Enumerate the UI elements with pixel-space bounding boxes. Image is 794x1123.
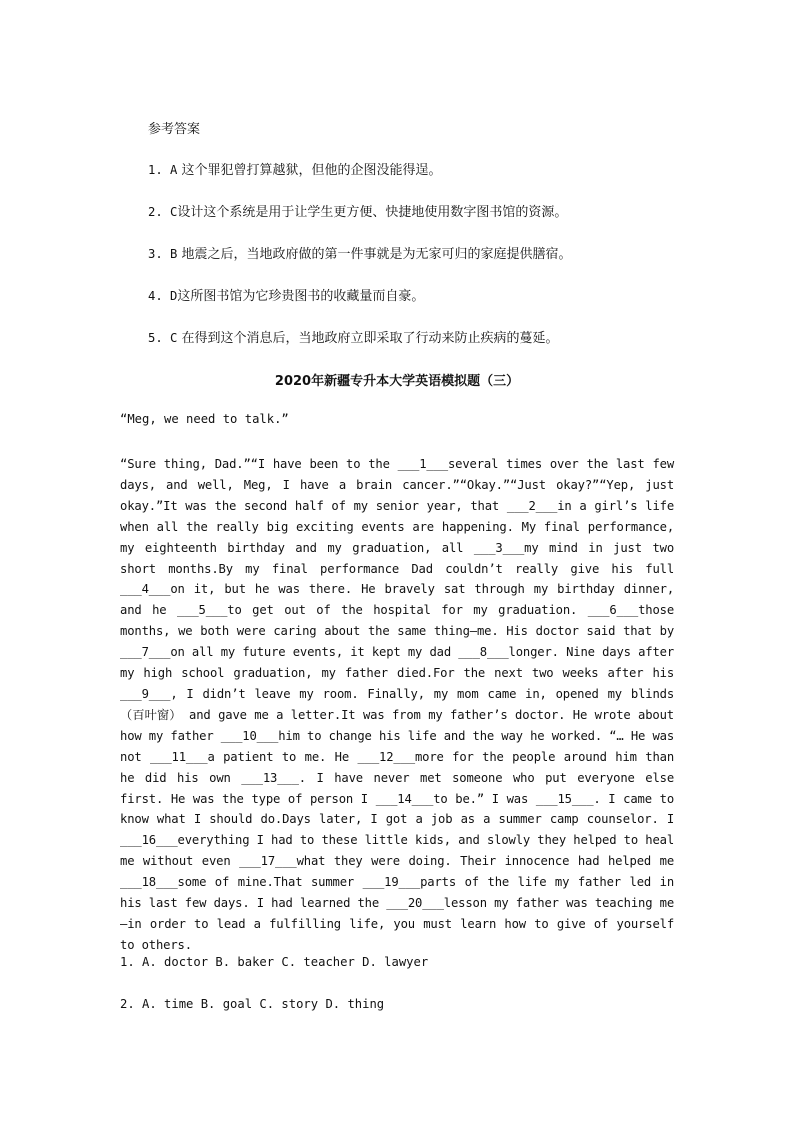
answer-number: 2. C <box>148 205 178 219</box>
answer-translation: 这所图书馆为它珍贵图书的收藏量而自豪。 <box>177 289 425 304</box>
answer-translation: 地震之后，当地政府做的第一件事就是为无家可归的家庭提供膳宿。 <box>177 247 572 262</box>
question-item: 1. A. doctor B. baker C. teacher D. lawyer <box>120 955 429 969</box>
answer-item <box>148 244 708 286</box>
answer-number: 5. C <box>148 331 178 345</box>
answer-key-label: 参考答案 <box>148 122 201 137</box>
test-title: 2020年新疆专升本大学英语模拟题（三） <box>274 374 520 389</box>
cloze-passage: “Sure thing, Dad.”“I have been to the ___1___several times over the last few days, and well, Meg, I have a brain cancer.”“Okay.”“Just okay?”“Yep, just okay.”It was the second half of my senior year, that ___2___in a girl’s life when all the really big exciting events are happening. My final performance, my eighteenth birthday and my graduation, all ___3___my mind in just two short months.By my final performance Dad couldn’t really give his full ___4___on it, but he was there. He bravely sat through my birthday dinner, and he ___5___to get out of the hospital for my graduation. ___6___those months, we both were caring about the same thing—me. His doctor said that by ___7___on all my future events, it kept my dad ___8___longer. Nine days after my high school graduation, my father died.For the next two weeks after his ___9___, I didn’t leave my room. Finally, my mom came in, opened my blinds（百叶窗） and gave me a letter.It was from my father’s doctor. He wrote about how my father ___10___him to change his life and the way he worked. “… He was not ___11___a patient to me. He ___12___more for the people around him than he did his own ___13___. I have never met someone who put everyone else first. He was the type of person I ___14___to be.” I was ___15___. I came to know what I should do.Days later, I got a job as a summer camp counselor. I ___16___everything I had to these little kids, and slowly they helped to heal me without even ___17___what they were doing. Their innocence had helped me ___18___some of mine.That summer ___19___parts of the life my father led in his last few days. I had learned the ___20___lesson my father was teaching me—in order to lead a fulfilling life, you must learn how to give of yourself to others. <box>120 457 674 952</box>
question-item: 2. A. time B. goal C. story D. thing <box>120 997 385 1011</box>
answer-number: 4. D <box>148 289 178 303</box>
answer-item <box>148 202 708 244</box>
answer-translation: 在得到这个消息后，当地政府立即采取了行动来防止疾病的蔓延。 <box>177 331 559 346</box>
answer-number: 3. B <box>148 247 178 261</box>
answer-item <box>148 160 708 202</box>
answer-item <box>148 328 708 370</box>
question-list <box>120 952 428 1036</box>
opening-line: “Meg, we need to talk.” <box>120 412 289 426</box>
answer-item <box>148 286 708 328</box>
answer-number: 1. A <box>148 163 178 177</box>
answer-translation: 设计这个系统是用于让学生更方便、快捷地使用数字图书馆的资源。 <box>177 205 568 220</box>
answer-key-list <box>148 160 708 370</box>
answer-translation: 这个罪犯曾打算越狱，但他的企图没能得逞。 <box>177 163 442 178</box>
